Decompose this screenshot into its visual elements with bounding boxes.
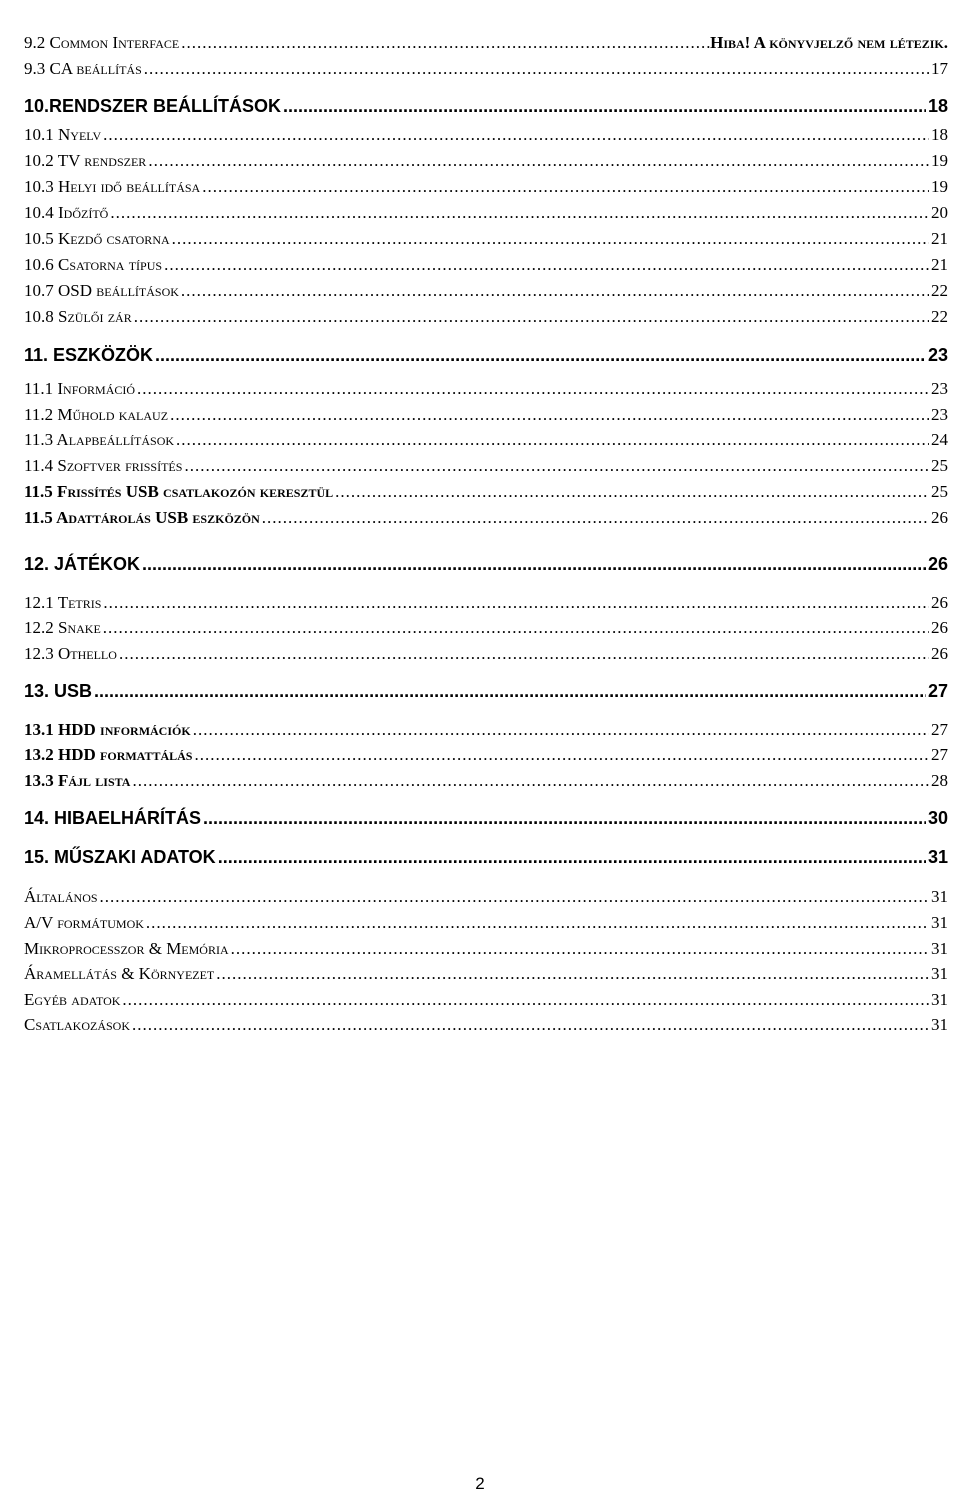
- toc-entry-page: Hiba! A könyvjelző nem létezik.: [710, 33, 948, 52]
- toc-entry-title: 10.3 Helyi idő beállítása: [24, 177, 201, 196]
- toc-entry-title: 10.8 Szülői zár: [24, 307, 132, 326]
- toc-entry[interactable]: [24, 961, 948, 987]
- toc-entry-title: 10.2 TV rendszer: [24, 151, 147, 170]
- toc-entry-page: 17: [931, 59, 948, 78]
- toc-entry-title: Áramellátás & Környezet: [24, 964, 215, 983]
- toc-entry-page: 26: [927, 554, 948, 574]
- toc-leader-dots: [132, 1012, 929, 1038]
- toc-entry-page: 26: [931, 644, 948, 663]
- toc-entry[interactable]: [24, 505, 948, 531]
- toc-leader-dots: [103, 590, 929, 616]
- toc-leader-dots: [142, 550, 926, 578]
- toc-entry-page: 23: [931, 379, 948, 398]
- toc-entry-page: 22: [931, 307, 948, 326]
- toc-entry-title: Csatlakozások: [24, 1015, 131, 1034]
- toc-entry-page: 31: [931, 887, 948, 906]
- toc-entry[interactable]: [24, 884, 948, 910]
- toc-entry-title: 12.3 Othello: [24, 644, 117, 663]
- toc-entry-title: 10.1 Nyelv: [24, 125, 102, 144]
- toc-leader-dots: [335, 479, 929, 505]
- toc-entry-page: 31: [927, 847, 948, 867]
- toc-leader-dots: [137, 376, 929, 402]
- toc-entry[interactable]: [24, 278, 948, 304]
- toc-entry-page: 20: [931, 203, 948, 222]
- toc-entry-title: 14. HIBAELHÁRÍTÁS: [24, 808, 202, 828]
- toc-entry-title: 15. MŰSZAKI ADATOK: [24, 847, 216, 867]
- toc-leader-dots: [193, 717, 929, 743]
- toc-leader-dots: [164, 252, 929, 278]
- toc-entry[interactable]: [24, 936, 948, 962]
- toc-entry[interactable]: [24, 376, 948, 402]
- toc-entry-title: 10.5 Kezdő csatorna: [24, 229, 170, 248]
- toc-leader-dots: [148, 148, 929, 174]
- toc-entry-page: 25: [931, 482, 948, 501]
- toc-entry-title: 11. ESZKÖZÖK: [24, 345, 154, 365]
- toc-entry-page: 26: [931, 508, 948, 527]
- toc-entry-page: 31: [931, 990, 948, 1009]
- toc-leader-dots: [203, 804, 926, 832]
- toc-entry-title: 12. JÁTÉKOK: [24, 554, 141, 574]
- toc-entry[interactable]: [24, 590, 948, 616]
- toc-leader-dots: [122, 987, 929, 1013]
- toc-entry[interactable]: [24, 92, 948, 120]
- toc-leader-dots: [262, 505, 929, 531]
- toc-entry-page: 19: [931, 177, 948, 196]
- toc-entry-title: 10.7 OSD beállítások: [24, 281, 179, 300]
- toc-entry-title: 10.6 Csatorna típus: [24, 255, 163, 274]
- toc-entry-title: Általános: [24, 887, 98, 906]
- toc-entry[interactable]: [24, 341, 948, 369]
- toc-leader-dots: [103, 615, 929, 641]
- toc-entry-title: 11.1 Információ: [24, 379, 136, 398]
- toc-entry-title: 11.2 Műhold kalauz: [24, 405, 169, 424]
- toc-entry[interactable]: [24, 804, 948, 832]
- toc-entry[interactable]: [24, 768, 948, 794]
- toc-entry[interactable]: [24, 226, 948, 252]
- toc-leader-dots: [172, 226, 929, 252]
- toc-entry[interactable]: [24, 122, 948, 148]
- toc-entry[interactable]: [24, 174, 948, 200]
- toc-entry-page: 30: [927, 808, 948, 828]
- toc-entry-title: Mikroprocesszor & Memória: [24, 939, 229, 958]
- toc-entry[interactable]: [24, 641, 948, 667]
- toc-entry[interactable]: [24, 550, 948, 578]
- toc-entry-title: 13.1 HDD információk: [24, 720, 191, 739]
- toc-entry[interactable]: [24, 402, 948, 428]
- toc-entry-page: 19: [931, 151, 948, 170]
- toc-entry-title: 13.3 Fájl lista: [24, 771, 131, 790]
- toc-entry-title: 13.2 HDD formattálás: [24, 745, 193, 764]
- toc-entry-page: 21: [931, 229, 948, 248]
- toc-entry[interactable]: [24, 742, 948, 768]
- toc-entry[interactable]: [24, 200, 948, 226]
- toc-entry-title: 12.1 Tetris: [24, 593, 102, 612]
- toc-entry-title: 11.5 Frissítés USB csatlakozón keresztül: [24, 482, 334, 501]
- toc-leader-dots: [181, 278, 929, 304]
- toc-entry-page: 18: [931, 125, 948, 144]
- page-number: 2: [475, 1474, 485, 1493]
- toc-entry[interactable]: [24, 987, 948, 1013]
- toc-entry-title: 9.2 Common Interface: [24, 33, 180, 52]
- toc-leader-dots: [181, 30, 710, 56]
- toc-leader-dots: [283, 92, 926, 120]
- toc-entry[interactable]: [24, 427, 948, 453]
- toc-entry[interactable]: [24, 677, 948, 705]
- toc-entry[interactable]: [24, 1012, 948, 1038]
- toc-entry-page: 23: [931, 405, 948, 424]
- toc-entry[interactable]: [24, 479, 948, 505]
- toc-entry-title: 9.3 CA beállítás: [24, 59, 142, 78]
- toc-entry-title: 11.3 Alapbeállítások: [24, 430, 175, 449]
- toc-entry[interactable]: [24, 615, 948, 641]
- toc-entry-title: 10.4 Időzítő: [24, 203, 109, 222]
- toc-leader-dots: [132, 768, 929, 794]
- toc-entry-page: 27: [931, 745, 948, 764]
- toc-leader-dots: [194, 742, 929, 768]
- toc-leader-dots: [100, 884, 929, 910]
- toc-entry-page: 31: [931, 913, 948, 932]
- toc-leader-dots: [103, 122, 929, 148]
- toc-entry-page: 22: [931, 281, 948, 300]
- toc-entry-page: 21: [931, 255, 948, 274]
- toc-entry-page: 25: [931, 456, 948, 475]
- toc-entry-page: 27: [931, 720, 948, 739]
- toc-leader-dots: [110, 200, 929, 226]
- toc-entry-title: 10.RENDSZER BEÁLLÍTÁSOK: [24, 96, 282, 116]
- toc-leader-dots: [119, 641, 929, 667]
- toc-leader-dots: [94, 677, 926, 705]
- toc-entry-page: 26: [931, 593, 948, 612]
- toc-entry-page: 27: [927, 681, 948, 701]
- toc-leader-dots: [144, 56, 929, 82]
- toc-entry-page: 18: [927, 96, 948, 116]
- toc-entry[interactable]: [24, 843, 948, 871]
- toc-leader-dots: [134, 304, 929, 330]
- toc-leader-dots: [202, 174, 929, 200]
- toc-entry[interactable]: [24, 252, 948, 278]
- toc-entry[interactable]: [24, 717, 948, 743]
- toc-leader-dots: [176, 427, 929, 453]
- toc-leader-dots: [146, 910, 929, 936]
- toc-entry-page: 31: [931, 964, 948, 983]
- toc-entry-page: 31: [931, 939, 948, 958]
- toc-entry-title: 13. USB: [24, 681, 93, 701]
- toc-leader-dots: [155, 341, 926, 369]
- toc-entry-title: 11.4 Szoftver frissítés: [24, 456, 183, 475]
- toc-entry-title: A/V formátumok: [24, 913, 144, 932]
- toc-entry-page: 23: [927, 345, 948, 365]
- toc-entry-page: 24: [931, 430, 948, 449]
- toc-entry-title: 11.5 Adattárolás USB eszközön: [24, 508, 260, 527]
- toc-entry-title: 12.2 Snake: [24, 618, 101, 637]
- toc-leader-dots: [170, 402, 929, 428]
- toc-entry-page: 31: [931, 1015, 948, 1034]
- toc-entry-page: 26: [931, 618, 948, 637]
- toc-entry[interactable]: [24, 910, 948, 936]
- toc-entry[interactable]: [24, 304, 948, 330]
- toc-leader-dots: [216, 961, 929, 987]
- toc-entry[interactable]: [24, 453, 948, 479]
- toc-leader-dots: [231, 936, 929, 962]
- toc-entry[interactable]: [24, 148, 948, 174]
- toc-leader-dots: [184, 453, 929, 479]
- toc-leader-dots: [218, 843, 926, 871]
- toc-entry-page: 28: [931, 771, 948, 790]
- toc-entry-title: Egyéb adatok: [24, 990, 121, 1009]
- toc-entry[interactable]: [24, 56, 948, 82]
- toc-entry[interactable]: [24, 30, 948, 56]
